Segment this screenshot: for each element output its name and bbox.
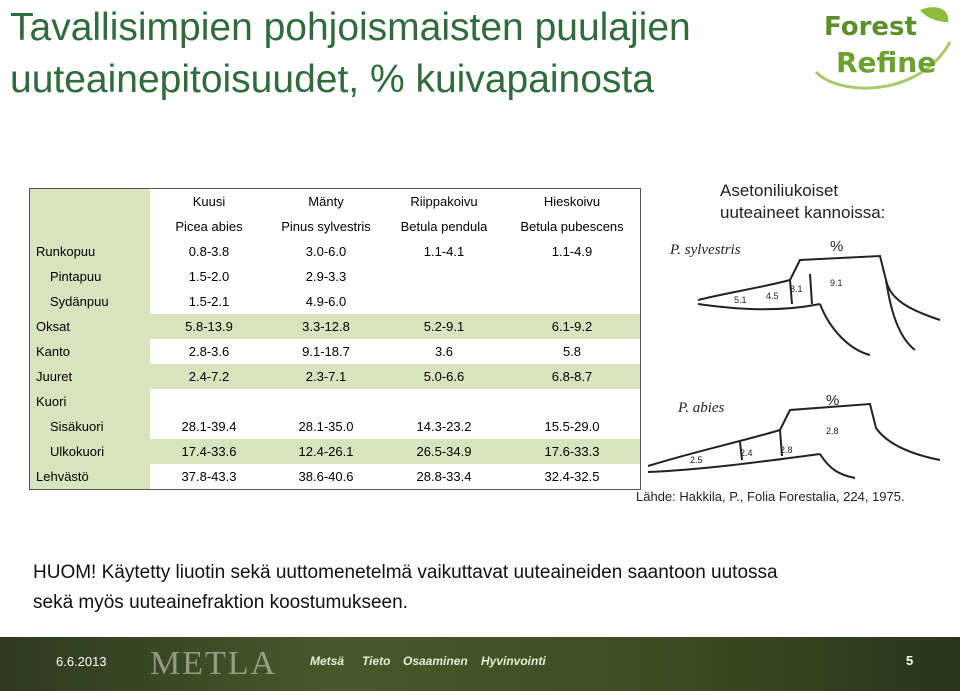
table-cell: 5.8-13.9: [150, 314, 268, 339]
stump-diagram: [640, 180, 950, 480]
header-riippakoivu: Riippakoivu: [410, 194, 478, 209]
table-cell: 1.5-2.0: [188, 269, 230, 284]
table-row: [30, 364, 640, 389]
table-cell: 14.3-23.2: [416, 419, 472, 434]
header-hieskoivu: Hieskoivu: [543, 194, 601, 209]
table-latin-row: [30, 214, 640, 239]
footer-bar: [0, 637, 960, 691]
table-header-row: [30, 189, 640, 214]
table-cell: 3.0-6.0: [305, 244, 347, 259]
table-cell: 3.3-12.8: [268, 314, 384, 339]
table-cell: 9.1-18.7: [302, 344, 350, 359]
stump-value: 2.8: [826, 426, 839, 436]
row-label: Kuori: [30, 389, 150, 414]
table-cell: 4.9-6.0: [305, 294, 347, 309]
table-cell: 0.8-3.8: [188, 244, 230, 259]
row-label: Oksat: [30, 314, 150, 339]
table-cell: 6.8-8.7: [504, 364, 640, 389]
table-cell: 2.4-7.2: [150, 364, 268, 389]
stump-value: 2.5: [690, 455, 703, 465]
forest-refine-logo: [810, 2, 956, 98]
footer-word: Osaaminen: [403, 654, 468, 668]
table-cell: [150, 389, 268, 414]
title-line-1: Tavallisimpien pohjoismaisten puulajien: [10, 6, 691, 49]
source-citation: Lähde: Hakkila, P., Folia Forestalia, 224, 1975.: [636, 489, 905, 504]
metla-logo: METLA: [150, 645, 278, 682]
title-line-2: uuteainepitoisuudet, % kuivapainosta: [10, 58, 654, 101]
stump-value: 8.1: [790, 284, 803, 294]
figure-title-line-1: Asetoniliukoiset: [720, 181, 839, 200]
header-kuusi: Kuusi: [192, 194, 226, 209]
row-label: Runkopuu: [30, 239, 150, 264]
table-row: [30, 339, 640, 364]
table-cell: 32.4-32.5: [544, 469, 600, 484]
table-cell: [268, 389, 384, 414]
stump-value: 4.5: [766, 291, 779, 301]
table-cell: [504, 289, 640, 314]
table-cell: 6.1-9.2: [504, 314, 640, 339]
row-label: Lehvästö: [30, 464, 150, 489]
table-cell: 3.6: [434, 344, 454, 359]
unit-label-bottom: %: [826, 392, 840, 409]
row-label: Juuret: [30, 364, 150, 389]
table-row: [30, 264, 640, 289]
table-cell: 28.8-33.4: [416, 469, 472, 484]
table-cell: 38.6-40.6: [298, 469, 354, 484]
table-row: [30, 239, 640, 264]
table-cell: 28.1-39.4: [181, 419, 237, 434]
table-cell: 5.0-6.6: [384, 364, 504, 389]
footer-word: Metsä: [310, 654, 345, 668]
table-cell: 37.8-43.3: [181, 469, 237, 484]
stump-value: 2.4: [740, 448, 753, 458]
note-line-1: HUOM! Käytetty liuotin sekä uuttomenetelmä vaikuttavat uuteaineiden saantoon uutossa: [33, 562, 778, 583]
table-cell: 26.5-34.9: [384, 439, 504, 464]
logo-line-1: Forest: [824, 12, 917, 42]
logo-line-2: Refine: [836, 46, 937, 79]
table-row: [30, 289, 640, 314]
latin-hieskoivu: Betula pubescens: [520, 219, 624, 234]
row-label: Pintapuu: [30, 264, 150, 289]
latin-riippakoivu: Betula pendula: [400, 219, 488, 234]
table-row: [30, 314, 640, 339]
latin-manty: Pinus sylvestris: [281, 219, 371, 234]
table-cell: [384, 264, 504, 289]
stump-value: 9.1: [830, 278, 843, 288]
table-cell: [384, 289, 504, 314]
header-manty: Mänty: [308, 194, 344, 209]
table-cell: 5.2-9.1: [384, 314, 504, 339]
row-label: Ulkokuori: [30, 439, 150, 464]
stump-value: 5.1: [734, 295, 747, 305]
footer-word: Tieto: [362, 654, 391, 668]
latin-kuusi: Picea abies: [175, 219, 243, 234]
table-row: [30, 414, 640, 439]
extractives-table: [30, 189, 640, 489]
table-cell: 15.5-29.0: [544, 419, 600, 434]
table-cell: 2.9-3.3: [305, 269, 347, 284]
table-cell: 2.3-7.1: [268, 364, 384, 389]
species-label-abies: P. abies: [678, 400, 725, 416]
table-cell: 5.8: [562, 344, 582, 359]
row-label: Sydänpuu: [30, 289, 150, 314]
figure-title-line-2: uuteaineet kannoissa:: [720, 203, 886, 222]
page-title: [10, 2, 810, 106]
footer-word: Hyvinvointi: [481, 654, 546, 668]
note-line-2: sekä myös uuteainefraktion koostumukseen.: [33, 592, 408, 613]
table-cell: [504, 264, 640, 289]
row-label: Sisäkuori: [30, 414, 150, 439]
table-cell: 1.1-4.1: [423, 244, 465, 259]
table-cell: 17.4-33.6: [150, 439, 268, 464]
table-cell: 12.4-26.1: [268, 439, 384, 464]
stump-value: 2.8: [780, 445, 793, 455]
row-label: Kanto: [30, 339, 150, 364]
page-number: 5: [906, 653, 914, 668]
table-row: [30, 439, 640, 464]
unit-label-top: %: [830, 238, 844, 255]
table-cell: 2.8-3.6: [188, 344, 230, 359]
species-label-sylvestris: P. sylvestris: [670, 242, 741, 258]
table-cell: [384, 389, 504, 414]
table-cell: 1.1-4.9: [551, 244, 593, 259]
footer-date: 6.6.2013: [56, 654, 107, 669]
table-cell: [504, 389, 640, 414]
table-cell: 28.1-35.0: [298, 419, 354, 434]
table-row: [30, 464, 640, 489]
note-text: [33, 558, 933, 618]
table-row: [30, 389, 640, 414]
table-cell: 1.5-2.1: [188, 294, 230, 309]
table-cell: 17.6-33.3: [504, 439, 640, 464]
